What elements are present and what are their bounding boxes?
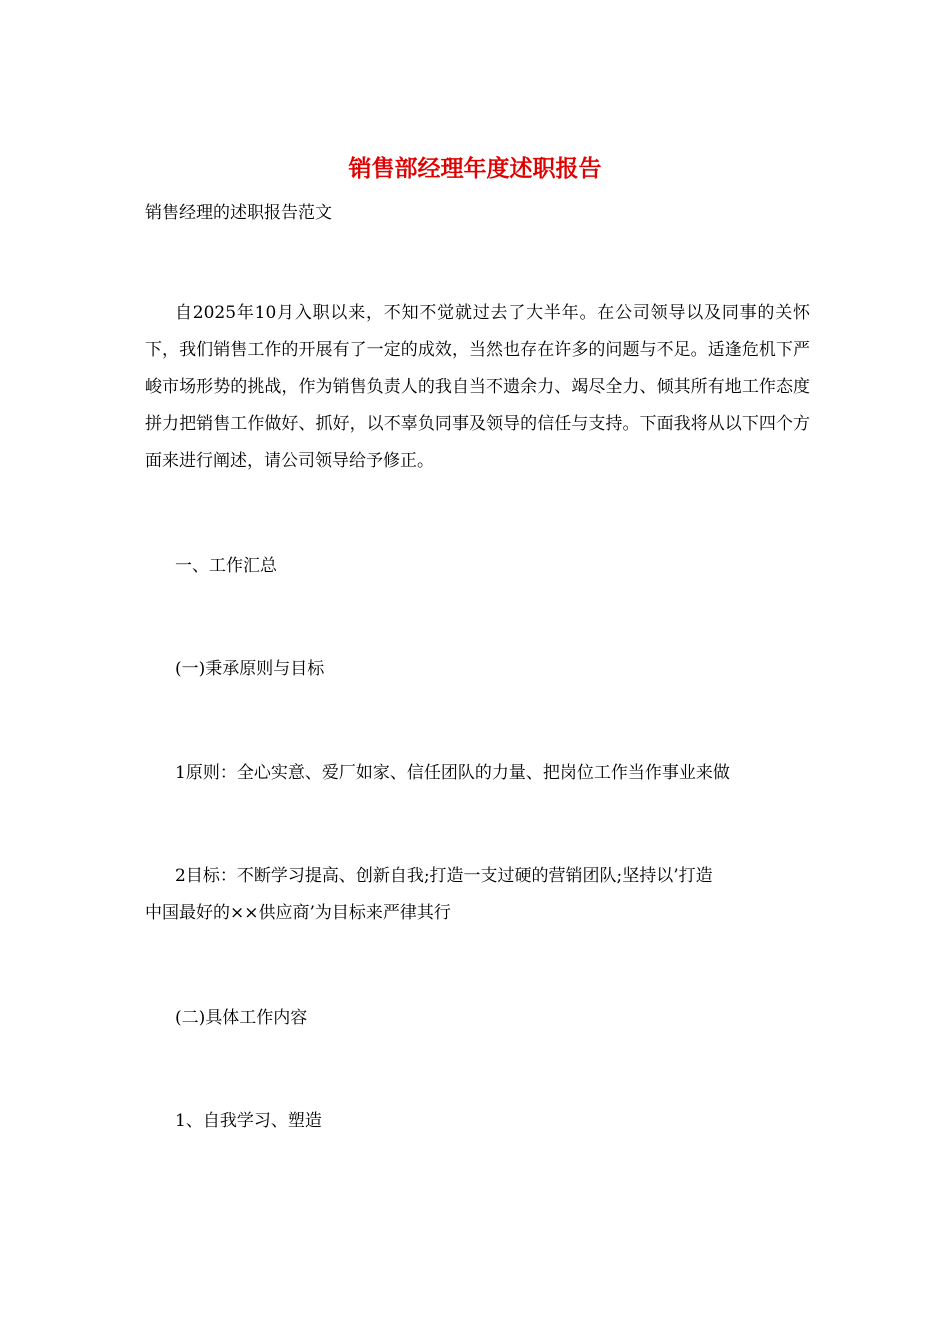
section-heading-work-summary: 一、工作汇总 <box>175 556 277 576</box>
list-item-goal-line2: 中国最好的××供应商’为目标来严律其行 <box>145 903 451 923</box>
list-item-goal-line1: 2目标：不断学习提高、创新自我;打造一支过硬的营销团队;坚持以’打造 <box>175 866 713 886</box>
list-item-self-study: 1、自我学习、塑造 <box>175 1111 322 1131</box>
document-subtitle: 销售经理的述职报告范文 <box>145 203 332 223</box>
subsection-heading-principles: (一)秉承原则与目标 <box>175 659 325 679</box>
document-title: 销售部经理年度述职报告 <box>348 155 602 182</box>
intro-paragraph: 自2025年10月入职以来，不知不觉就过去了大半年。在公司领导以及同事的关怀下，我们销售工作的开展有了一定的成效，当然也存在许多的问题与不足。适逢危机下严峻市场形势的挑战，作为销售负责人的我自当不遗余力、竭尽全力、倾其所有地工作态度拼力把销售工作做好、抓好，以不辜负同事及领导的信任与支持。下面我将从以下四个方面来进行阐述，请公司领导给予修正。 <box>145 303 810 471</box>
subsection-heading-work-content: (二)具体工作内容 <box>175 1008 308 1028</box>
list-item-principle: 1原则：全心实意、爱厂如家、信任团队的力量、把岗位工作当作事业来做 <box>175 763 730 783</box>
